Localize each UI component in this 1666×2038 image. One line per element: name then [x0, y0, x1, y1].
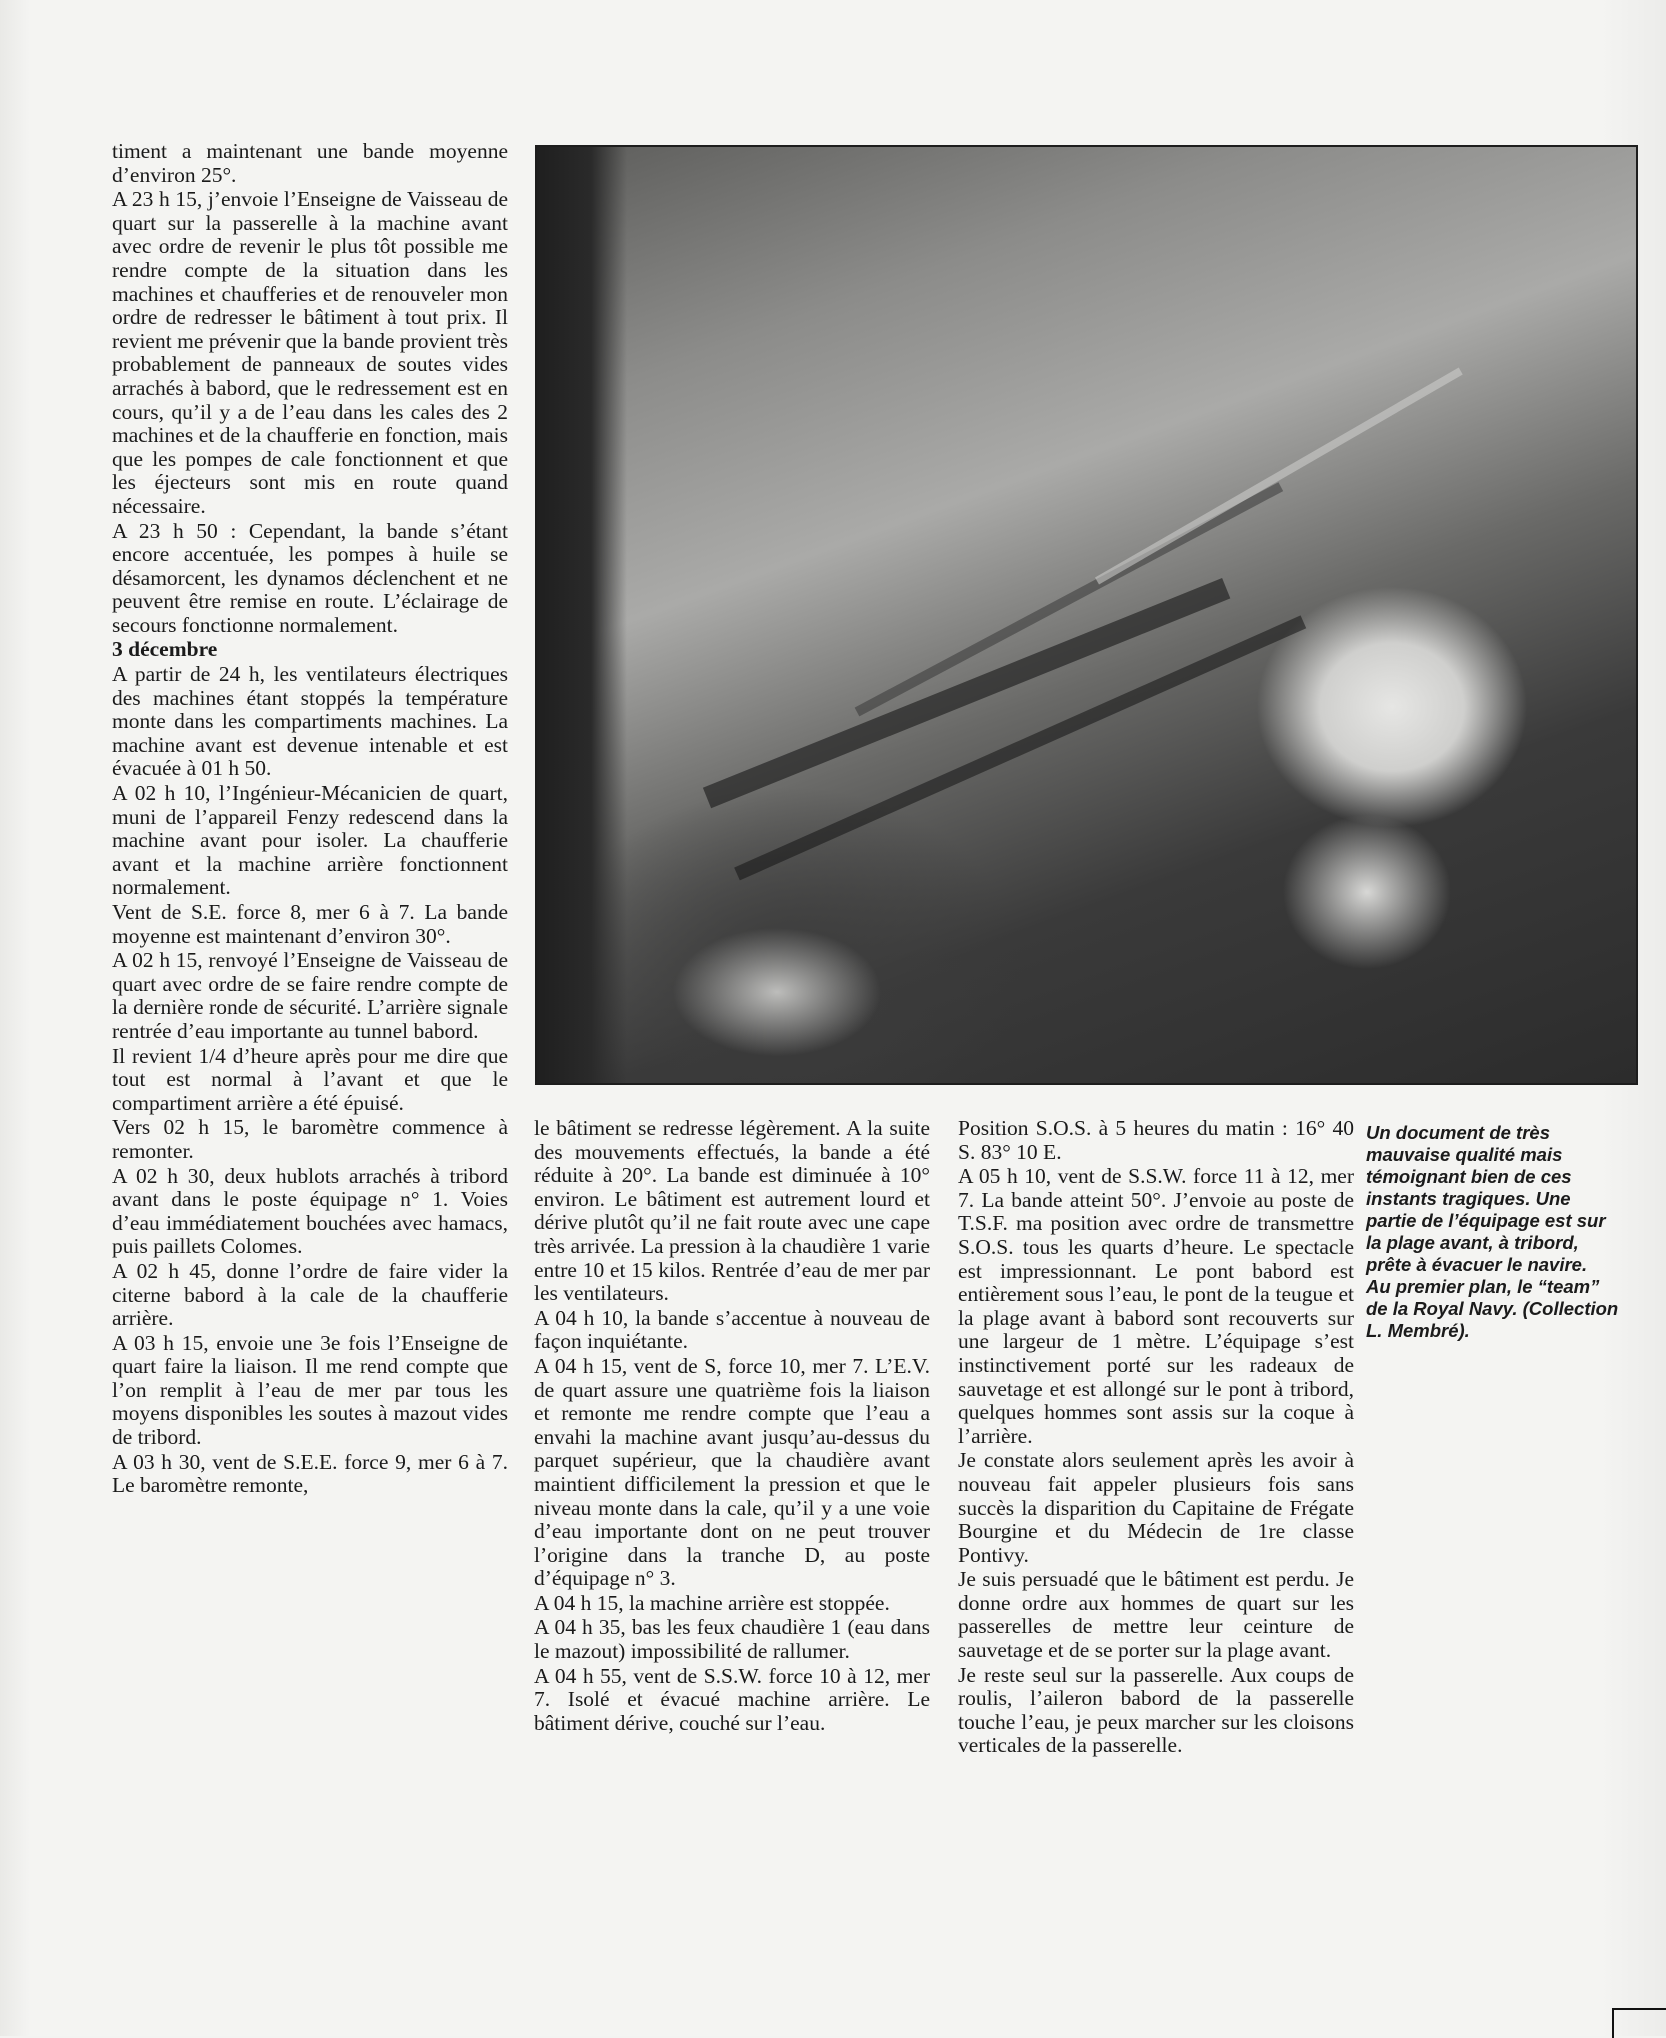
paragraph: Vers 02 h 15, le baromètre commence à remonter.: [112, 1115, 508, 1163]
paragraph: A 02 h 10, l’Ingénieur-Mécanicien de quart, muni de l’appareil Fenzy redescend dans la machine avant pour isoler. La chaufferie avant et la machine arrière fonctionnent normalement.: [112, 781, 508, 900]
paragraph: A 02 h 15, renvoyé l’Enseigne de Vaisseau de quart avec ordre de se faire rendre compte de la dernière ronde de sécurité. L’arrière signale rentrée d’eau importante au tunnel babord.: [112, 948, 508, 1043]
archival-photo: [535, 145, 1638, 1085]
paragraph: A 03 h 15, envoie une 3e fois l’Enseigne de quart faire la liaison. Il me rend compte que l’on remplit à l’eau de mer par tous les moyens disponibles les soutes à mazout vides de tribord.: [112, 1330, 508, 1450]
paragraph: A 05 h 10, vent de S.S.W. force 11 à 12, mer 7. La bande atteint 50°. J’envoie au poste de T.S.F. ma position avec ordre de transmettre S.O.S. tous les quarts d’heure. Le spectacle est impressionnant. Le pont babord est entièrement sous l’eau, le pont de la teugue et la plage avant à babord sont recouverts sur une largeur de 1 mètre. L’équipage s’est instinctivement porté sur les radeaux de sauvetage et est allongé sur le pont à tribord, quelques hommes sont assis sur la coque à l’arrière.: [958, 1164, 1354, 1448]
date-heading: 3 décembre: [112, 637, 218, 662]
paragraph: A 04 h 35, bas les feux chaudière 1 (eau dans le mazout) impossibilité de rallumer.: [534, 1615, 930, 1664]
paragraph: Je constate alors seulement après les avoir à nouveau fait appeler plusieurs fois sans succès la disparition du Capitaine de Frégate Bourgine et du Médecin de 1re classe Pontivy.: [958, 1448, 1354, 1567]
paragraph: A 23 h 50 : Cependant, la bande s’étant encore accentuée, les pompes à huile se désamorcent, les dynamos déclenchent et ne peuvent être remise en route. L’éclairage de secours fonctionne normalement.: [112, 518, 508, 637]
paragraph: A partir de 24 h, les ventilateurs électriques des machines étant stoppés la température monte dans les compartiments machines. La machine avant est devenue intenable et est évacuée à 01 h 50.: [112, 662, 508, 781]
photo-caption: [1366, 1122, 1626, 1342]
paragraph: A 04 h 15, la machine arrière est stoppée.: [534, 1590, 890, 1615]
paragraph: Position S.O.S. à 5 heures du matin : 16° 40 S. 83° 10 E.: [958, 1116, 1354, 1164]
paragraph: A 04 h 15, vent de S, force 10, mer 7. L’E.V. de quart assure une quatrième fois la liaison et remonte me rendre compte que l’eau a envahi la machine avant jusqu’au-dessus du parquet supérieur, que la chaudière avant maintient difficilement la pression et que le niveau monte dans la cale, qu’il y a une voie d’eau importante dont on ne peut trouver l’origine dans la tranche D, au poste d’équipage n° 3.: [534, 1353, 930, 1591]
paragraph: le bâtiment se redresse légèrement. A la suite des mouvements effectués, la bande a été réduite à 20°. La bande est diminuée à 10° environ. Le bâtiment est autrement lourd et dérive plutôt qu’il ne fait route avec une cape très arrivée. La pression à la chaudière 1 varie entre 10 et 15 kilos. Rentrée d’eau de mer par les ventilateurs.: [534, 1116, 930, 1306]
paragraph: timent a maintenant une bande moyenne d’environ 25°.: [112, 139, 508, 187]
caption-text: Un document de très mauvaise qualité mais témoignant bien de ces instants tragiques. Une partie de l’équipage est sur la plage avant, à tribord, prête à évacuer le navire.: [1366, 1122, 1606, 1275]
text-column-middle: [534, 1117, 930, 1735]
text-column-left: [112, 140, 508, 1498]
page-corner-mark: [1612, 2008, 1666, 2038]
paragraph: Il revient 1/4 d’heure après pour me dire que tout est normal à l’avant et que le compartiment arrière a été épuisé.: [112, 1043, 508, 1115]
photo-rail-streak: [1095, 368, 1463, 585]
paragraph: A 03 h 30, vent de S.E.E. force 9, mer 6 à 7. Le baromètre remonte,: [112, 1449, 508, 1498]
paragraph: A 23 h 15, j’envoie l’Enseigne de Vaisseau de quart sur la passerelle à la machine avant avec ordre de revenir le plus tôt possible me rendre compte de la situation dans les machines et chaufferies et de renouveler mon ordre de redresser le bâtiment à tout prix. Il revient me prévenir que la bande provient très probablement de panneaux de soutes vides arrachés à babord, que le redressement est en cours, qu’il y a de l’eau dans les cales des 2 machines et de la chaufferie en fonction, mais que les pompes de cale fonctionnent et que les éjecteurs sont mis en route quand nécessaire.: [112, 187, 508, 518]
photo-hull-shadow: [537, 147, 627, 1085]
paragraph: Je suis persuadé que le bâtiment est perdu. Je donne ordre aux hommes de quart sur les passerelles de mettre leur ceinture de sauvetage et de se porter sur la plage avant.: [958, 1567, 1354, 1663]
paragraph: A 02 h 30, deux hublots arrachés à tribord avant dans le poste équipage n° 1. Voies d’eau immédiatement bouchées avec hamacs, puis paillets Colomes.: [112, 1163, 508, 1259]
paragraph: A 04 h 10, la bande s’accentue à nouveau de façon inquiétante.: [534, 1305, 930, 1354]
paragraph: A 02 h 45, donne l’ordre de faire vider la citerne babord à la cale de la chaufferie arrière.: [112, 1258, 508, 1331]
caption-credit: Au premier plan, le “team” de la Royal Navy. (Collection L. Membré).: [1366, 1276, 1619, 1341]
paragraph: Je reste seul sur la passerelle. Aux coups de roulis, l’aileron babord de la passerelle touche l’eau, je peux marcher sur les cloisons verticales de la passerelle.: [958, 1662, 1354, 1758]
paragraph: A 04 h 55, vent de S.S.W. force 10 à 12, mer 7. Isolé et évacué machine arrière. Le bâtiment dérive, couché sur l’eau.: [534, 1663, 930, 1735]
text-column-right: [958, 1117, 1354, 1758]
paragraph: Vent de S.E. force 8, mer 6 à 7. La bande moyenne est maintenant d’environ 30°.: [112, 900, 508, 948]
